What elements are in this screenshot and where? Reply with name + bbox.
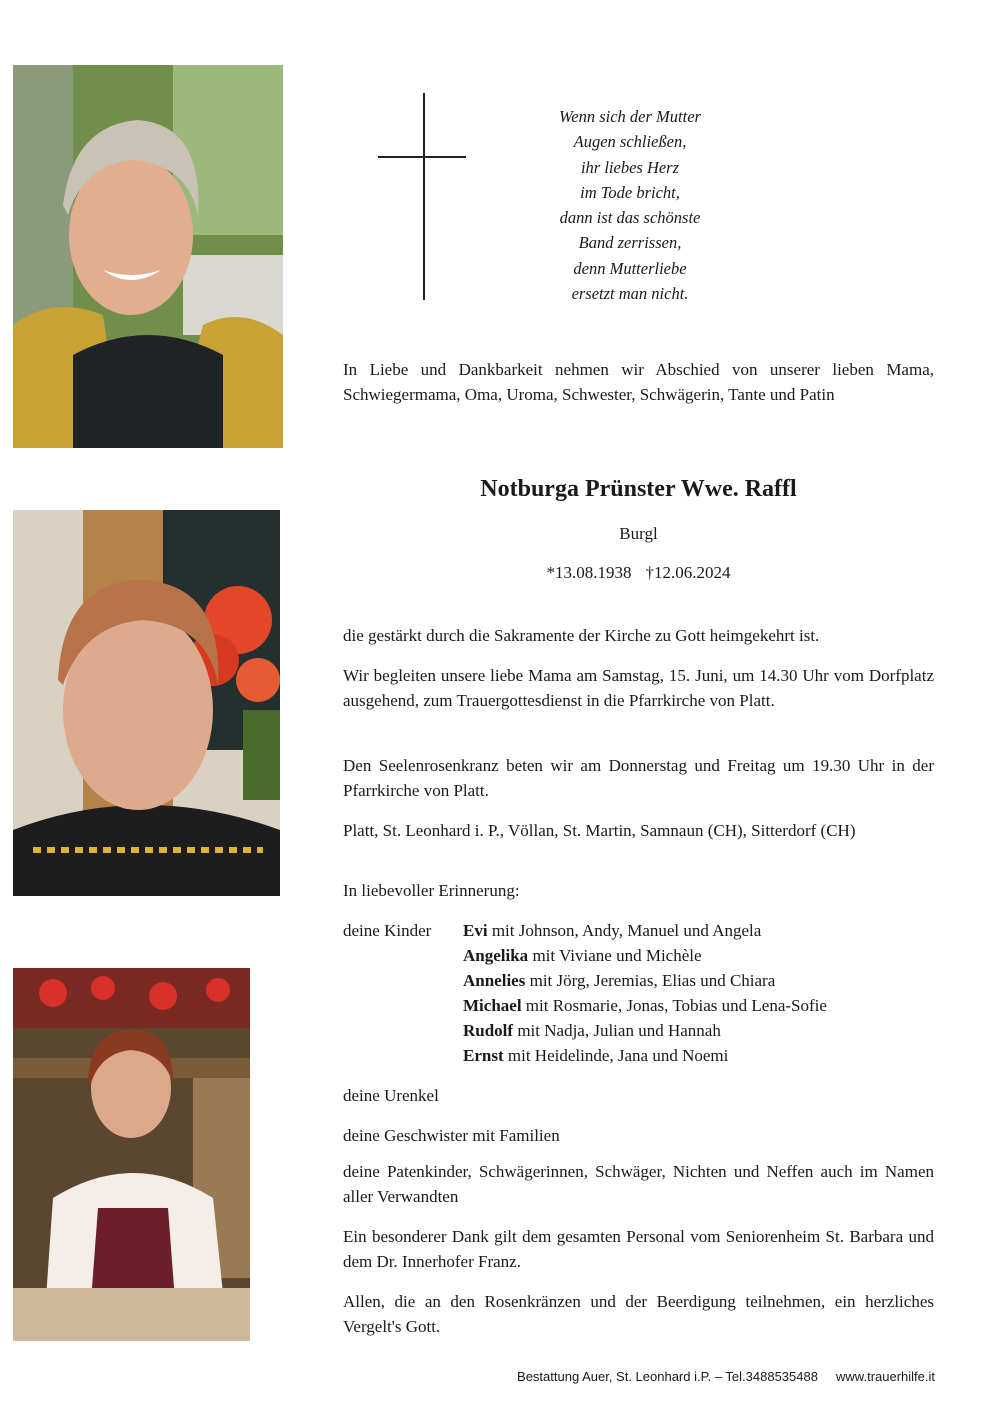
child-family: mit Nadja, Julian und Hannah bbox=[513, 1021, 721, 1040]
poem-line: ihr liebes Herz bbox=[580, 157, 680, 177]
child-name: Rudolf bbox=[463, 1021, 514, 1040]
urenkel-text: deine Urenkel bbox=[343, 1086, 439, 1105]
portrait-photo-3 bbox=[13, 968, 250, 1341]
child-entry bbox=[463, 943, 827, 968]
returned-text: die gestärkt durch die Sakramente der Kirche zu Gott heimgekehrt ist. bbox=[343, 626, 820, 645]
death-date: †12.06.2024 bbox=[645, 563, 731, 582]
child-name: Ernst bbox=[463, 1046, 504, 1065]
child-family: mit Rosmarie, Jonas, Tobias und Lena-Sofie bbox=[521, 996, 827, 1015]
poem-line: Wenn sich der Mutter bbox=[559, 107, 701, 126]
cross-icon bbox=[423, 93, 425, 300]
child-name: Annelies bbox=[463, 971, 526, 990]
siblings-text: deine Geschwister mit Familien bbox=[343, 1126, 560, 1145]
poem-line: Augen schließen, bbox=[573, 132, 687, 152]
portrait-photo-1 bbox=[13, 65, 283, 448]
places-text: Platt, St. Leonhard i. P., Völlan, St. Martin, Samnaun (CH), Sitterdorf (CH) bbox=[343, 821, 856, 840]
funeral-text: Wir begleiten unsere liebe Mama am Samstag, 15. Juni, um 14.30 Uhr vom Dorfplatz ausgehend, zum Trauergottesdienst in die Pfarrkirche von Platt. bbox=[343, 666, 934, 710]
life-dates bbox=[343, 563, 934, 583]
child-family: mit Jörg, Jeremias, Elias und Chiara bbox=[525, 971, 776, 990]
portrait-photo-2 bbox=[13, 510, 280, 896]
child-family: mit Viviane und Michèle bbox=[528, 946, 702, 965]
memory-text: In liebevoller Erinnerung: bbox=[343, 881, 520, 900]
child-name: Evi bbox=[463, 921, 488, 940]
child-entry bbox=[463, 968, 827, 993]
cross-icon-bar bbox=[378, 156, 466, 158]
footer-credit: Bestattung Auer, St. Leonhard i.P. – Tel.3488535488 www.trauerhilfe.it bbox=[517, 1369, 935, 1384]
child-entry bbox=[463, 918, 827, 943]
deceased-name: Notburga Prünster Wwe. Raffl bbox=[480, 476, 797, 502]
child-family: mit Heidelinde, Jana und Noemi bbox=[503, 1046, 729, 1065]
child-entry bbox=[463, 993, 827, 1018]
relatives-text: deine Patenkinder, Schwägerinnen, Schwäger, Nichten und Neffen auch im Namen aller Verwandten bbox=[343, 1162, 934, 1206]
child-name: Angelika bbox=[463, 946, 529, 965]
poem-line: Band zerrissen, bbox=[578, 233, 682, 253]
poem-line: ersetzt man nicht. bbox=[571, 284, 689, 304]
poem bbox=[520, 104, 740, 306]
nickname: Burgl bbox=[619, 524, 658, 543]
child-entry bbox=[463, 1043, 827, 1068]
children-list bbox=[463, 918, 827, 1068]
intro-text: In Liebe und Dankbarkeit nehmen wir Abschied von unserer lieben Mama, Schwiegermama, Oma, Uroma, Schwester, Schwägerin, Tante und Patin bbox=[343, 360, 934, 404]
birth-date: *13.08.1938 bbox=[546, 563, 632, 582]
child-entry bbox=[463, 1018, 827, 1043]
closing-text: Allen, die an den Rosenkränzen und der Beerdigung teilnehmen, ein herzliches Vergelt's Gott. bbox=[343, 1292, 934, 1336]
rosary-text: Den Seelenrosenkranz beten wir am Donnerstag und Freitag um 19.30 Uhr in der Pfarrkirche von Platt. bbox=[343, 756, 934, 800]
child-name: Michael bbox=[463, 996, 522, 1015]
poem-line: dann ist das schönste bbox=[559, 208, 701, 228]
children-label: deine Kinder bbox=[343, 921, 432, 940]
poem-line: im Tode bricht, bbox=[580, 182, 680, 202]
child-family: mit Johnson, Andy, Manuel und Angela bbox=[487, 921, 762, 940]
thanks-text: Ein besonderer Dank gilt dem gesamten Personal vom Seniorenheim St. Barbara und dem Dr. Innerhofer Franz. bbox=[343, 1227, 934, 1271]
poem-line: denn Mutterliebe bbox=[573, 258, 687, 278]
